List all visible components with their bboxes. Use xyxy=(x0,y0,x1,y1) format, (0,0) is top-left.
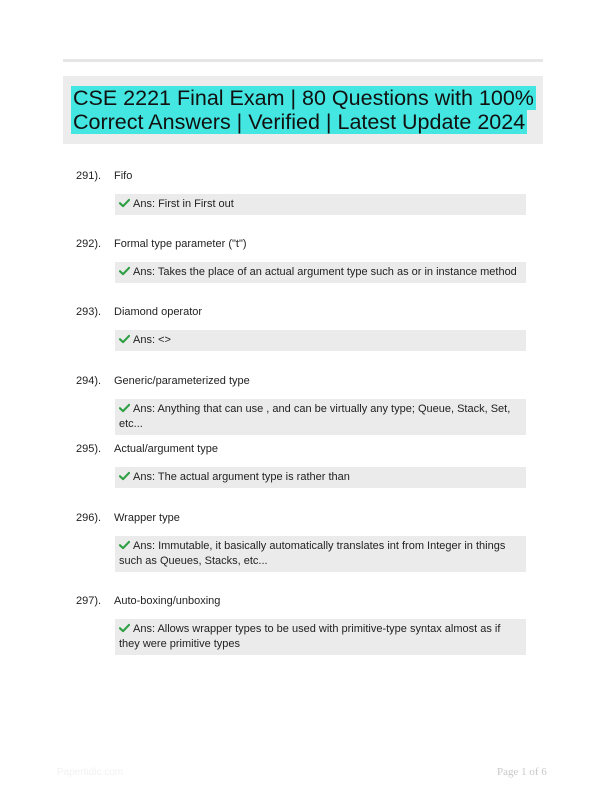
answer-box xyxy=(115,399,526,435)
question-text: Auto-boxing/unboxing xyxy=(114,595,221,607)
question-number: 291). xyxy=(76,170,102,182)
document-title xyxy=(71,86,536,134)
top-divider xyxy=(63,59,543,62)
answer-box xyxy=(115,330,526,351)
question-text: Diamond operator xyxy=(114,306,203,318)
question-text: Generic/parameterized type xyxy=(114,375,250,387)
answer-text: Ans: First in First out xyxy=(133,198,234,210)
question-text: Actual/argument type xyxy=(114,443,218,455)
question-number: 294). xyxy=(76,375,102,387)
check-icon xyxy=(119,266,130,276)
check-icon xyxy=(119,623,130,633)
answer-text: Ans: <> xyxy=(133,334,171,346)
answer-box xyxy=(115,194,526,215)
check-icon xyxy=(119,403,130,413)
footer-watermark: Papertidic.com xyxy=(57,767,124,778)
answer-text: Ans: Allows wrapper types to be used with primitive-type syntax almost as if they were primitive types xyxy=(119,623,501,650)
answer-text: Ans: Takes the place of an actual argument type such as or in instance method xyxy=(133,266,517,278)
page-indicator: Page 1 of 6 xyxy=(497,766,547,778)
question-number: 297). xyxy=(76,595,102,607)
title-line-1: CSE 2221 Final Exam | 80 Questions with 100% xyxy=(73,86,534,110)
answer-box xyxy=(115,619,526,655)
answer-text: Ans: Immutable, it basically automatically translates int from Integer in things such as Queues, Stacks, etc... xyxy=(119,540,506,567)
answer-box xyxy=(115,467,526,488)
answer-box xyxy=(115,262,526,283)
question-number: 296). xyxy=(76,512,102,524)
answer-text: Ans: The actual argument type is rather than xyxy=(133,471,350,483)
question-text: Formal type parameter ("t") xyxy=(114,238,247,250)
check-icon xyxy=(119,198,130,208)
title-line-2: Correct Answers | Verified | Latest Update 2024 xyxy=(73,110,526,134)
question-number: 293). xyxy=(76,306,102,318)
check-icon xyxy=(119,540,130,550)
question-number: 292). xyxy=(76,238,102,250)
question-text: Fifo xyxy=(114,170,133,182)
answer-box xyxy=(115,536,526,572)
question-text: Wrapper type xyxy=(114,512,180,524)
check-icon xyxy=(119,334,130,344)
answer-text: Ans: Anything that can use , and can be virtually any type; Queue, Stack, Set, etc... xyxy=(119,403,511,430)
title-banner xyxy=(63,76,543,144)
question-number: 295). xyxy=(76,443,102,455)
check-icon xyxy=(119,471,130,481)
